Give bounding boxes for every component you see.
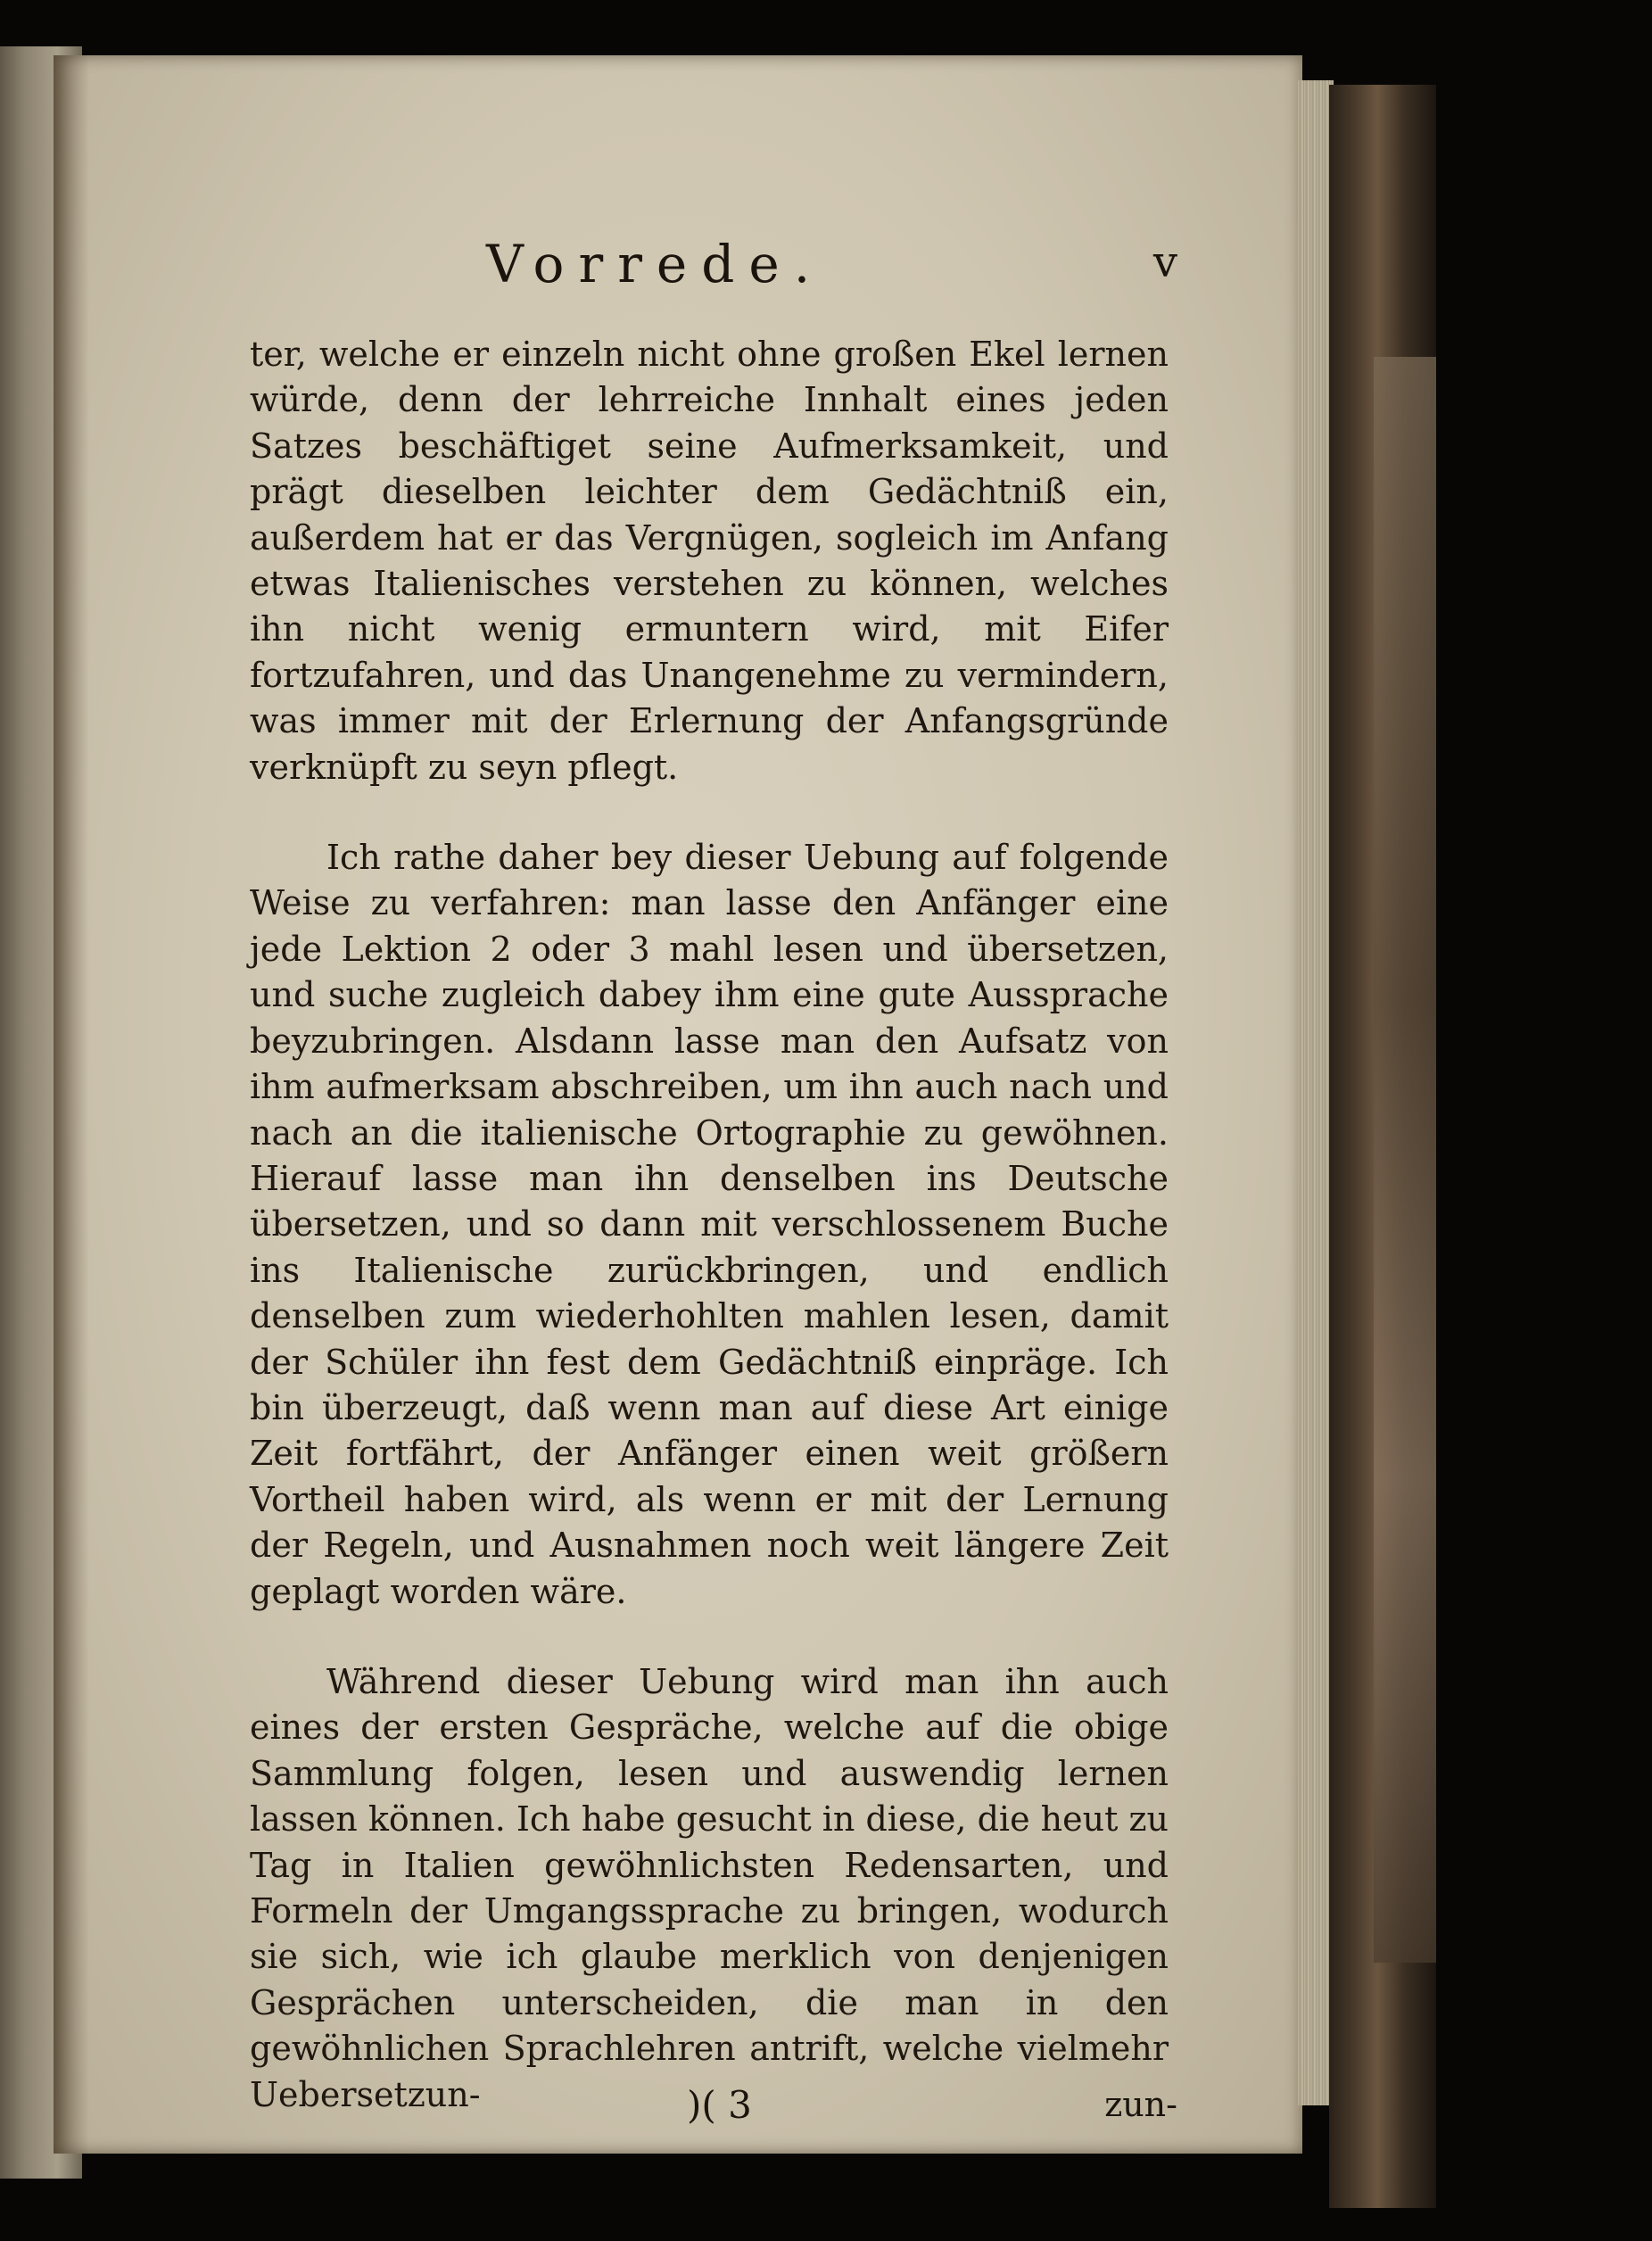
page-footer [250,2083,1177,2137]
catchword: zun- [1104,2085,1177,2124]
paragraph: Während dieser Uebung wird man ihn auch eines der ersten Gespräche, welche auf die obige Sammlung folgen, lesen und auswendig lernen lassen können. Ich habe gesucht in diese, die heut zu Tag in Italien gewöhnlichsten Redensarten, und Formeln der Umgangssprache zu bringen, wodurch sie sich, wie ich glaube merklich von denjenigen Gesprächen unterscheiden, die man in den gewöhnlichen Sprachlehren antrift, welche vielmehr Uebersetzun- [250,1661,1169,2114]
body-text [250,332,1169,2118]
paragraph: Ich rathe daher bey dieser Uebung auf folgende Weise zu verfahren: man lasse den Anfänger eine jede Lektion 2 oder 3 mahl lesen und übersetzen, und suche zugleich dabey ihm eine gute Aussprache beyzubringen. Alsdann lasse man den Aufsatz von ihm aufmerksam abschreiben, um ihn auch nach und nach an die italienische Ortographie zu gewöhnen. Hierauf lasse man ihn denselben ins Deutsche übersetzen, und so dann mit verschlossenem Buche ins Italienische zurückbringen, und endlich denselben zum wiederhohlten mahlen lesen, damit der Schüler ihn fest dem Gedächtniß einpräge. Ich bin überzeugt, daß wenn man auf diese Art einige Zeit fortfährt, der Anfänger einen weit größern Vortheil haben wird, als wenn er mit der Lernung der Regeln, und Ausnahmen noch weit längere Zeit geplagt worden wäre. [250,838,1169,1611]
gutter-shadow [54,55,89,2154]
binding-leather [1374,357,1436,1963]
signature-mark: )( 3 [687,2083,752,2127]
page-header [241,234,1177,305]
running-title: Vorrede. [486,234,825,294]
page-number: v [1152,237,1177,287]
paragraph: ter, welche er einzeln nicht ohne großen Ekel lernen würde, denn der lehrreiche Innhalt eines jeden Satzes beschäftiget seine Aufmerksamkeit, und prägt dieselben leichter dem Gedächtniß ein, außerdem hat er das Vergnügen, sogleich im Anfang etwas Italienisches verstehen zu können, welches ihn nicht wenig ermuntern wird, mit Eifer fortzufahren, und das Unangenehme zu vermindern, was immer mit der Erlernung der Anfangsgründe verknüpft zu seyn pflegt. [250,335,1169,787]
page-block-edges [1298,80,1334,2105]
